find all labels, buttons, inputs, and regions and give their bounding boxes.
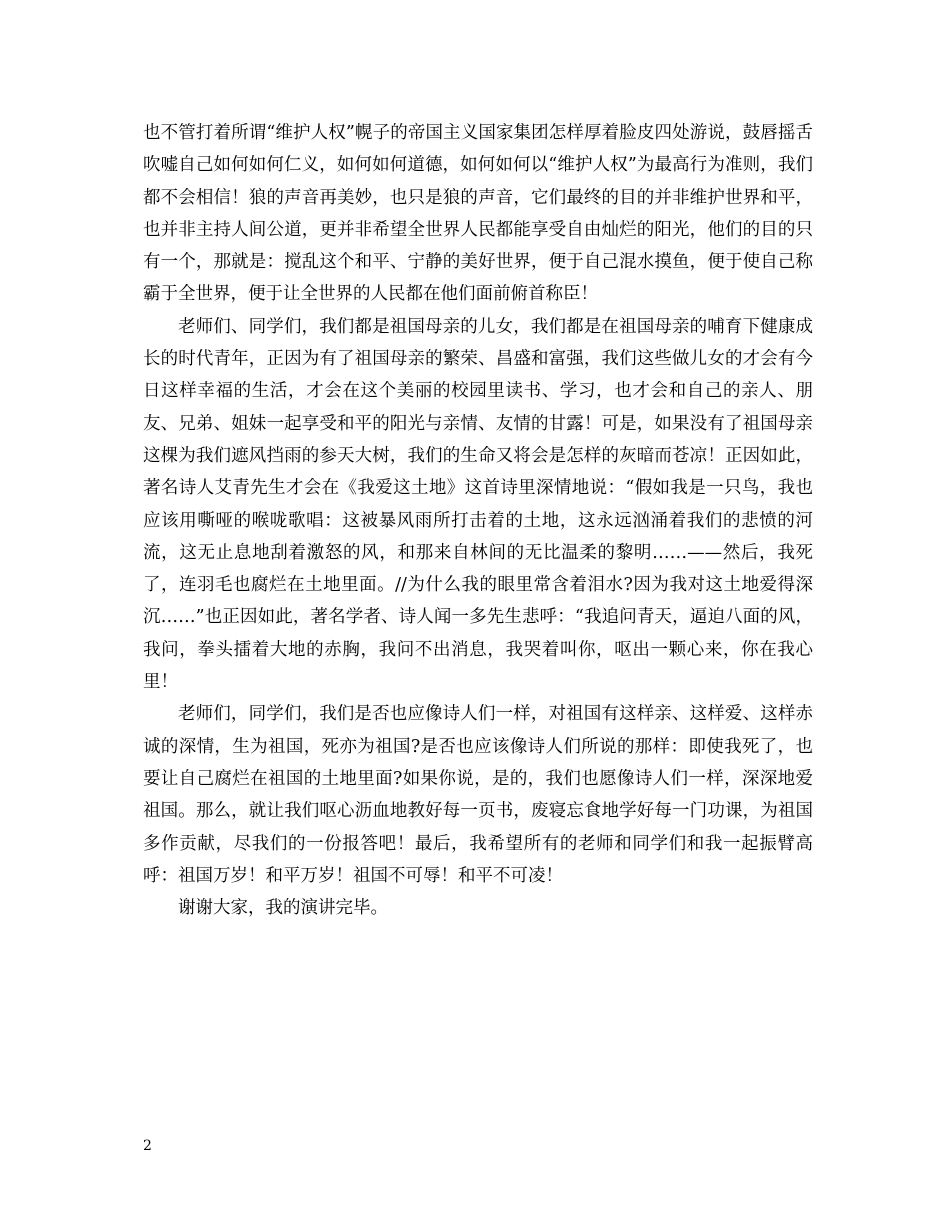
document-body (143, 117, 813, 924)
paragraph-homeland: 老师们、同学们，我们都是祖国母亲的儿女，我们都是在祖国母亲的哺育下健康成长的时代青年，正因为有了祖国母亲的繁荣、昌盛和富强，我们这些做儿女的才会有今日这样幸福的生活，才会在这个美丽的校园里读书、学习，也才会和自己的亲人、朋友、兄弟、姐妹一起享受和平的阳光与亲情、友情的甘露！可是，如果没有了祖国母亲这棵为我们遮风挡雨的参天大树，我们的生命又将会是怎样的灰暗而苍凉！正因如此，著名诗人艾青先生才会在《我爱这土地》这首诗里深情地说：“假如我是一只鸟，我也应该用嘶哑的喉咙歌唱：这被暴风雨所打击着的土地，这永远汹涌着我们的悲愤的河流，这无止息地刮着激怒的风，和那来自林间的无比温柔的黎明……——然后，我死了，连羽毛也腐烂在土地里面。//为什么我的眼里常含着泪水?因为我对这土地爱得深沉……”也正因如此，著名学者、诗人闻一多先生悲呼：“我追问青天，逼迫八面的风，我问，拳头擂着大地的赤胸，我问不出消息，我哭着叫你，呕出一颗心来，你在我心里！ (143, 316, 813, 693)
paragraph-call-to-action: 老师们，同学们，我们是否也应像诗人们一样，对祖国有这样亲、这样爱、这样赤诚的深情，生为祖国，死亦为祖国?是否也应该像诗人们所说的那样：即使我死了，也要让自己腐烂在祖国的土地里面?如果你说，是的，我们也愿像诗人们一样，深深地爱祖国。那么，就让我们呕心沥血地教好每一页书，废寝忘食地学好每一门功课，为祖国多作贡献，尽我们的一份报答吧！最后，我希望所有的老师和同学们和我一起振臂高呼：祖国万岁！和平万岁！祖国不可辱！和平不可凌！ (143, 704, 813, 886)
paragraph-continuation: 也不管打着所谓“维护人权”幌子的帝国主义国家集团怎样厚着脸皮四处游说，鼓唇摇舌吹嘘自己如何如何仁义，如何如何道德，如何如何以“维护人权”为最高行为准则，我们都不会相信！狼的声音再美妙，也只是狼的声音，它们最终的目的并非维护世界和平，也并非主持人间公道，更并非希望全世界人民都能享受自由灿烂的阳光，他们的目的只有一个，那就是：搅乱这个和平、宁静的美好世界，便于自己混水摸鱼，便于使自己称霸于全世界，便于让全世界的人民都在他们面前俯首称臣！ (143, 123, 813, 305)
page-number: 2 (143, 1138, 152, 1154)
paragraph-closing: 谢谢大家，我的演讲完毕。 (178, 898, 388, 919)
